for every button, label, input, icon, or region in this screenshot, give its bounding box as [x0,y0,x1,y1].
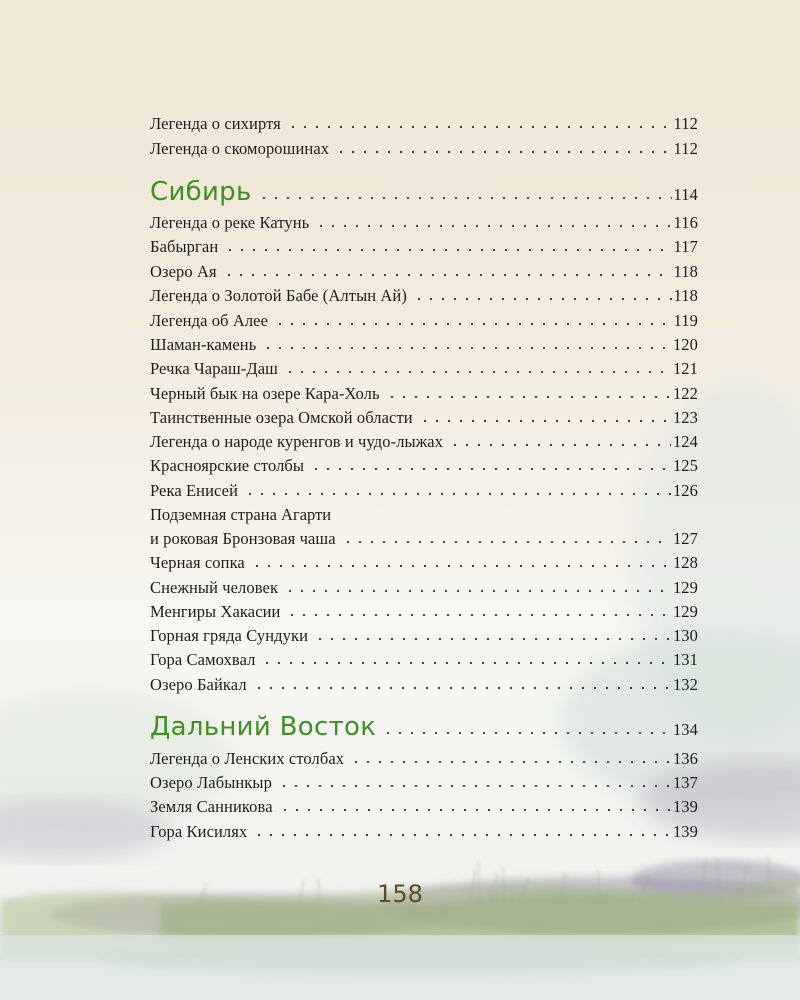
toc-entry-title: Река Енисей [150,481,239,500]
toc-entry-page: 119 [673,311,698,330]
toc-entry-page: 131 [672,650,698,669]
toc-entry-page: 117 [673,237,698,256]
toc-entry-page: 112 [673,114,698,133]
dot-leader [386,395,671,399]
dot-leader [251,564,671,568]
toc-entry[interactable] [150,626,698,646]
toc-entry[interactable] [150,213,698,233]
toc-entry-title: Легенда о сихиртя [150,114,281,133]
toc-entry-page: 118 [673,262,698,281]
toc-entry-page: 125 [672,456,698,475]
toc-entry[interactable] [150,114,698,134]
toc-entry-title: Речка Чараш-Даш [150,359,278,378]
toc-entry-page: 134 [672,720,698,739]
toc-entry[interactable] [150,602,698,622]
dot-leader [350,760,671,764]
toc-entry-title-line1[interactable]: Подземная страна Агарти [150,505,332,524]
toc-entry-page: 132 [672,675,698,694]
toc-entry[interactable] [150,237,698,257]
toc-entry-page: 129 [672,602,698,621]
dot-leader [284,370,671,374]
toc-entry-title: Красноярские столбы [150,456,305,475]
toc-entry[interactable] [150,797,698,817]
dot-leader [335,150,671,154]
dot-leader [342,540,671,544]
dot-leader [253,833,671,837]
dot-leader [419,419,671,423]
toc-entry[interactable] [150,675,698,695]
toc-entry-page: 139 [672,797,698,816]
toc-entry-page: 137 [672,773,698,792]
dot-leader [224,248,671,252]
toc-entry-title: Легенда о Золотой Бабе (Алтын Ай) [150,286,407,305]
toc-entry-title: Легенда о реке Катунь [150,213,310,232]
toc-entry-title: Снежный человек [150,578,279,597]
dot-leader [262,346,671,350]
toc-entry-page: 123 [672,408,698,427]
toc-entry[interactable] [150,311,698,331]
toc-entry[interactable] [150,408,698,428]
dot-leader [278,784,671,788]
toc-entry-title: Озеро Лабынкыр [150,773,272,792]
dot-leader [284,589,671,593]
toc-entry-page: 114 [673,185,698,204]
toc-entry[interactable] [150,359,698,379]
toc-entry-page: 126 [672,481,698,500]
dot-leader [253,686,671,690]
dot-leader [223,273,672,277]
dot-leader [449,443,671,447]
section-title: Дальний Восток [150,712,377,742]
dot-leader [261,661,670,665]
toc-entry[interactable] [150,335,698,355]
dot-leader [286,613,670,617]
toc-entry-page: 129 [672,578,698,597]
dot-leader [315,224,671,228]
dot-leader [279,808,671,812]
toc-entry-title: Легенда о народе куренгов и чудо-лыжах [150,432,444,451]
page-number: 158 [377,880,423,908]
toc-entry[interactable] [150,553,698,573]
dot-leader [382,731,671,735]
toc-entry[interactable] [150,578,698,598]
toc-entry-title: Озеро Байкал [150,675,247,694]
toc-entry-page: 127 [672,529,698,548]
toc-entry-title: Легенда о скоморошинах [150,139,330,158]
toc-section-siberia[interactable] [150,177,698,207]
toc-section-far-east[interactable] [150,712,698,742]
section-title: Сибирь [150,177,252,207]
toc-entry[interactable] [150,432,698,452]
toc-entry-page: 121 [672,359,698,378]
toc-entry-page: 118 [673,286,698,305]
toc-entry-title: Шаман-камень [150,335,257,354]
toc-entry-title: и роковая Бронзовая чаша [150,529,336,548]
toc-entry[interactable] [150,749,698,769]
dot-leader [258,196,672,200]
toc-entry-page: 136 [672,749,698,768]
toc-entry-page: 112 [673,139,698,158]
toc-entry[interactable] [150,456,698,476]
toc-entry-page: 128 [672,553,698,572]
toc-entry[interactable] [150,822,698,842]
toc-entry-title: Черная сопка [150,553,245,572]
toc-entry-title: Земля Санникова [150,797,273,816]
dot-leader [310,467,671,471]
toc-entry-title: Бабырган [150,237,219,256]
toc-entry[interactable] [150,481,698,501]
dot-leader [274,322,672,326]
toc-entry[interactable] [150,262,698,282]
toc-entry[interactable] [150,650,698,670]
toc-entry-title: Гора Кисилях [150,822,248,841]
toc-entry[interactable] [150,773,698,793]
toc-entry-title: Черный бык на озере Кара-Холь [150,384,380,403]
dot-leader [314,637,671,641]
toc-entry-title: Легенда о Ленских столбах [150,749,345,768]
toc-entry[interactable] [150,384,698,404]
toc-entry-title: Таинственные озера Омской области [150,408,413,427]
toc-entry-page: 122 [672,384,698,403]
toc-entry-page: 120 [672,335,698,354]
toc-entry[interactable] [150,529,698,549]
toc-entry[interactable] [150,286,698,306]
dot-leader [287,125,672,129]
toc-entry-title: Менгиры Хакасии [150,602,281,621]
toc-entry-title: Легенда об Алее [150,311,269,330]
dot-leader [244,492,671,496]
toc-entry-page: 130 [672,626,698,645]
toc-entry-page: 124 [672,432,698,451]
toc-entry-page: 116 [673,213,698,232]
toc-entry-page: 139 [672,822,698,841]
dot-leader [413,297,672,301]
toc-entry-title: Гора Самохвал [150,650,256,669]
toc-entry-title: Озеро Ая [150,262,217,281]
toc-entry[interactable] [150,139,698,159]
toc-entry-title: Горная гряда Сундуки [150,626,309,645]
